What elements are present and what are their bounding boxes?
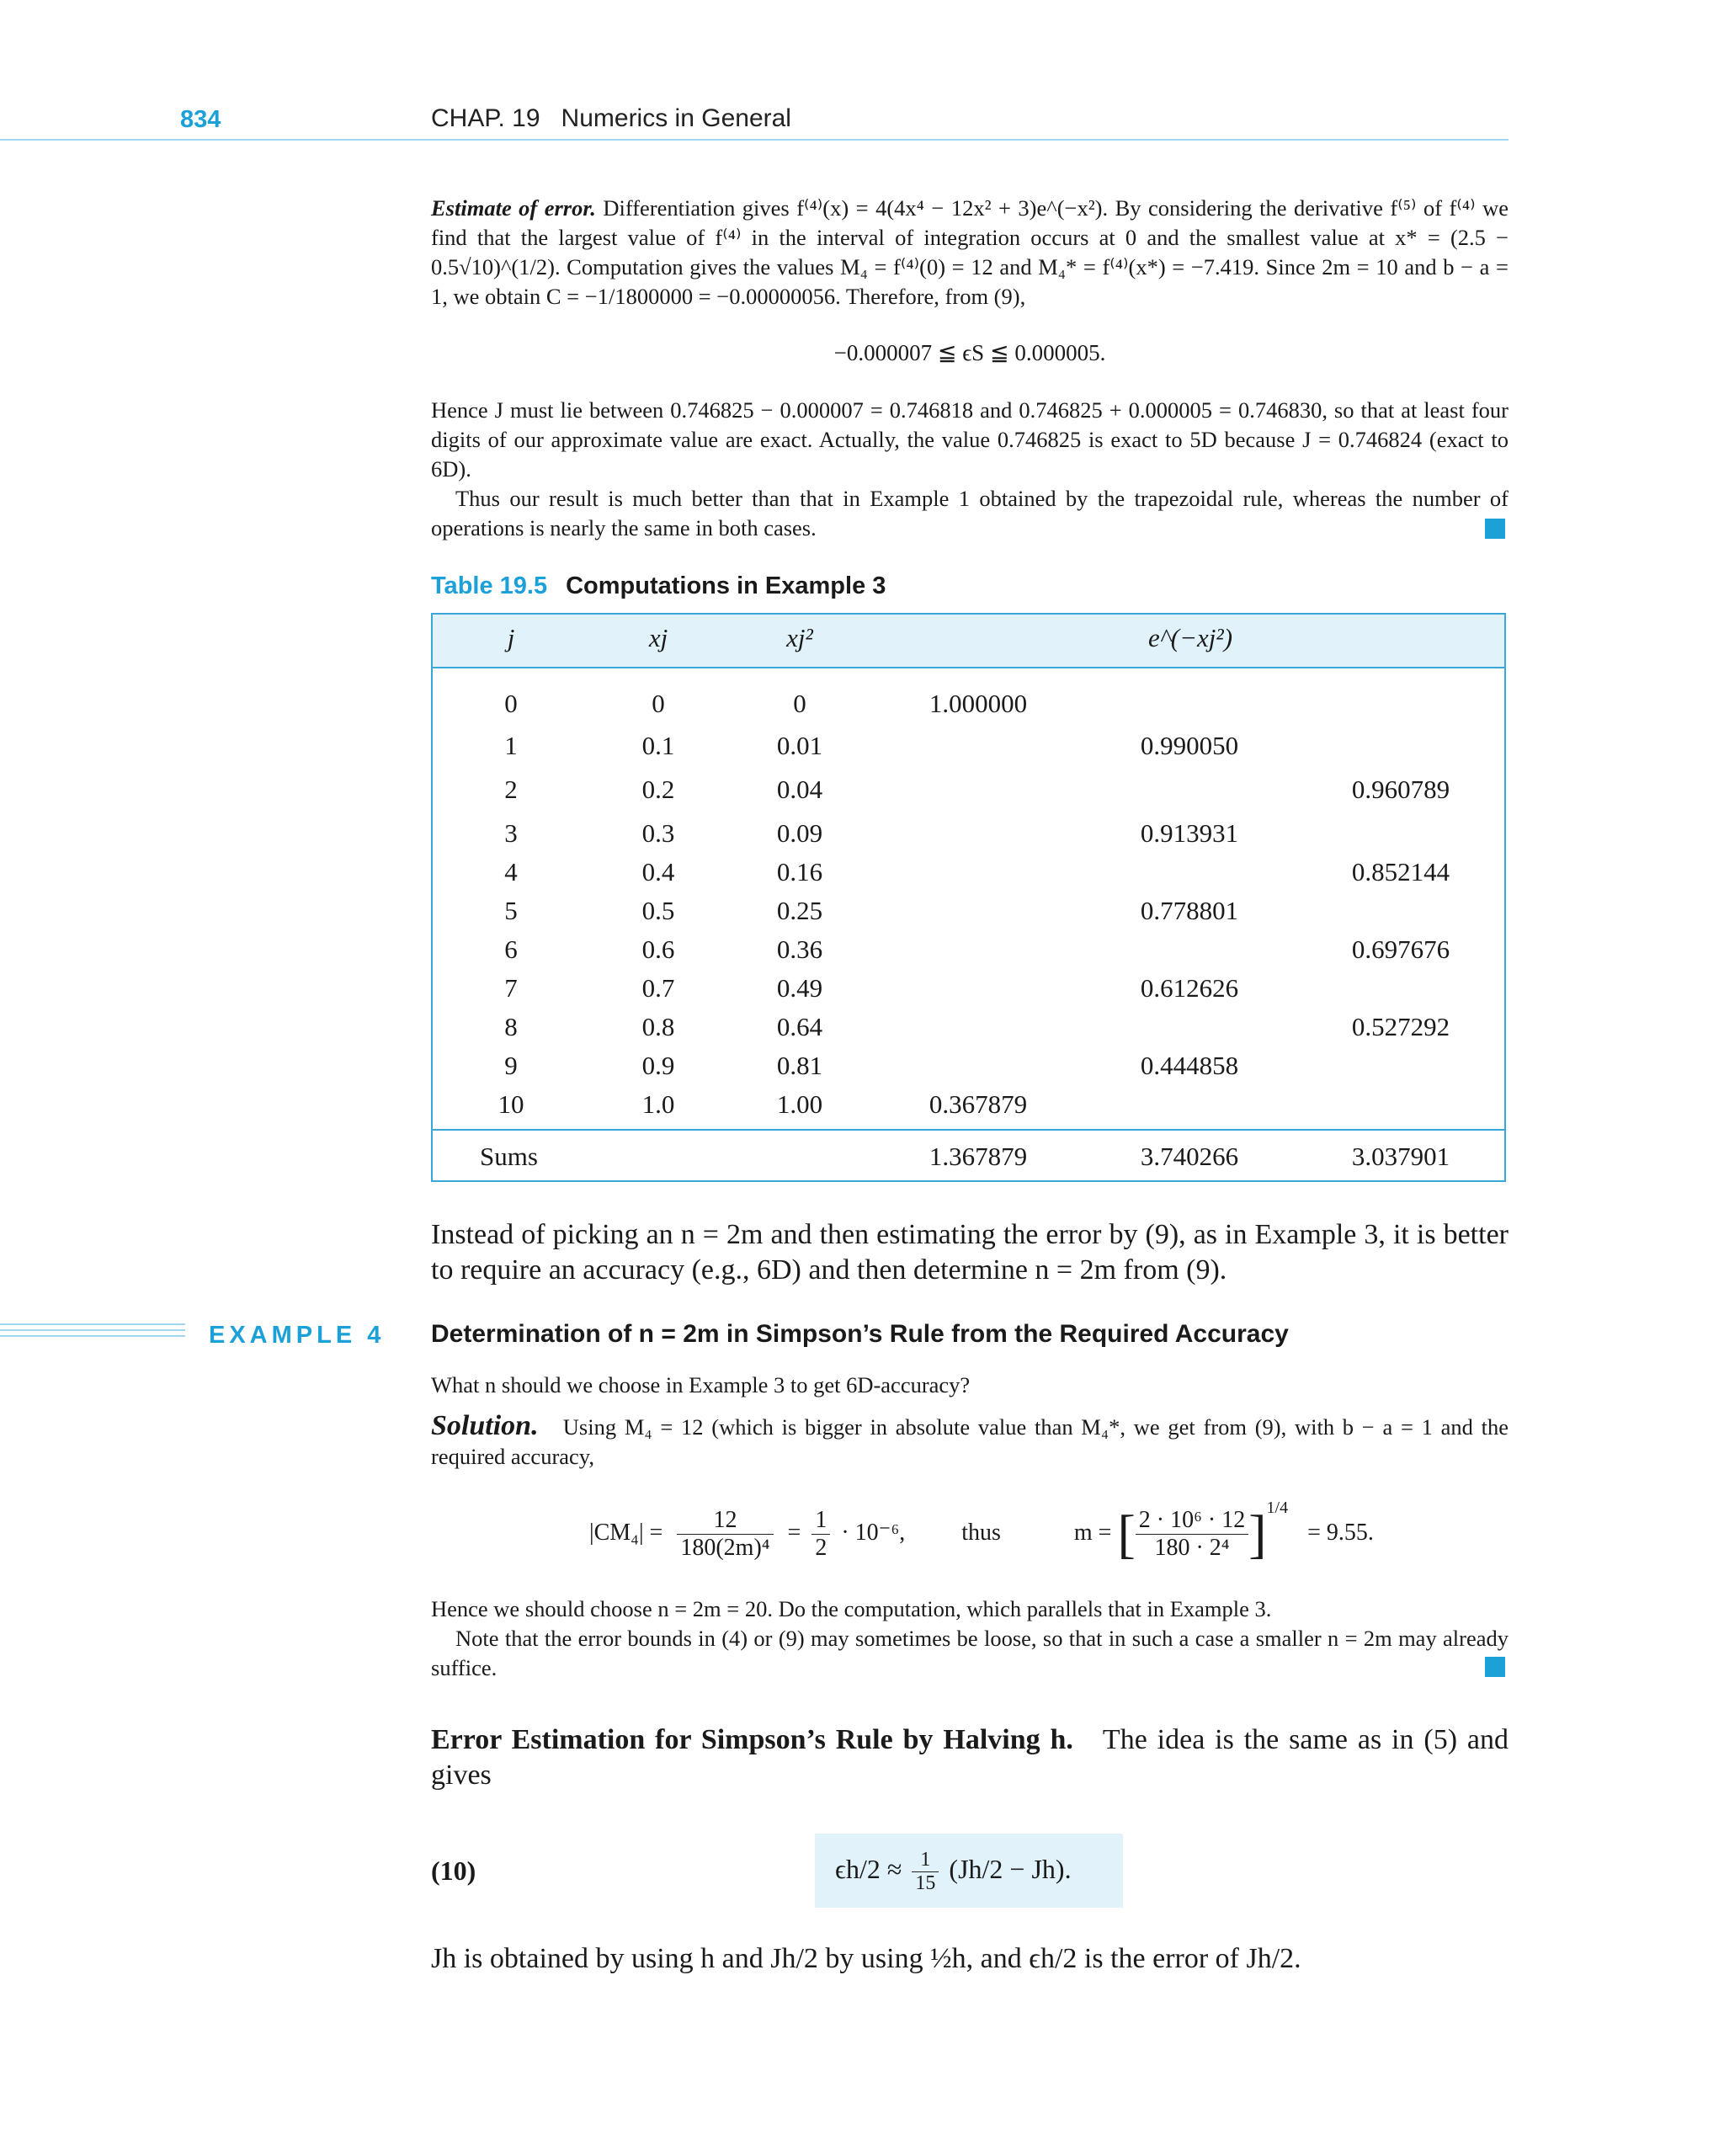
cell-odd: 0.444858 bbox=[1140, 1051, 1239, 1080]
cell-j: 7 bbox=[504, 973, 518, 1003]
cell-x: 0.4 bbox=[641, 857, 675, 886]
cell-j: 9 bbox=[504, 1051, 518, 1080]
right-bracket: ] bbox=[1248, 1504, 1267, 1564]
instead-paragraph: Instead of picking an n = 2m and then estimating the error by (9), as in Example 3, it is better to require an accuracy (e.g., 6D) and then determine n = 2m from (9). bbox=[431, 1219, 1508, 1286]
sum-odd: 3.740266 bbox=[1140, 1142, 1239, 1171]
cell-j: 5 bbox=[504, 896, 518, 925]
cell-x2: 0.01 bbox=[776, 731, 823, 760]
halving-equation bbox=[835, 1849, 1072, 1895]
cell-x: 0.6 bbox=[641, 934, 675, 964]
error-estimate-text bbox=[431, 194, 1508, 311]
cell-x2: 0.64 bbox=[776, 1012, 823, 1041]
eq-lhs: |CM₄| = bbox=[589, 1520, 663, 1546]
halving-eq-fraction: $\frac{1}{15}$ bbox=[912, 1849, 939, 1895]
eq-fraction-1: $\frac{12}{\text{180(2m)⁴}}$ bbox=[677, 1507, 773, 1562]
cell-x: 0.1 bbox=[641, 731, 675, 760]
cell-x: 0.2 bbox=[641, 775, 675, 804]
error-estimate-heading: Estimate of error. bbox=[431, 195, 596, 221]
cell-j: 8 bbox=[504, 1012, 518, 1041]
error-line-1: Differentiation gives f⁽⁴⁾(x) = 4(4x⁴ − 12x² + 3)e^(−x²). By considering the derivative f⁽⁵⁾ bbox=[603, 195, 1417, 221]
header-rule bbox=[0, 139, 1508, 141]
cell-x: 0 bbox=[652, 689, 665, 718]
example-decoration bbox=[0, 1323, 185, 1341]
eq-m: m = bbox=[1073, 1520, 1112, 1546]
cell-even: 0.697676 bbox=[1351, 934, 1450, 964]
halving-heading: Error Estimation for Simpson’s Rule by Halving h. bbox=[431, 1724, 1073, 1755]
table-title: Computations in Example 3 bbox=[566, 572, 886, 599]
header-j: j bbox=[507, 623, 515, 652]
sums-label: Sums bbox=[480, 1142, 538, 1171]
cell-x2: 0.04 bbox=[776, 775, 823, 804]
cell-x: 0.8 bbox=[641, 1012, 675, 1041]
cell-j: 0 bbox=[504, 689, 518, 718]
cell-j: 3 bbox=[504, 818, 518, 848]
cell-x: 0.3 bbox=[641, 818, 675, 848]
cell-odd: 0.990050 bbox=[1140, 731, 1239, 760]
cell-x2: 0.16 bbox=[776, 857, 823, 886]
cell-x2: 1.00 bbox=[776, 1089, 823, 1119]
cell-x2: 0.09 bbox=[776, 818, 823, 848]
error-line-4: 2m = 10 and b − a = 1, we obtain C = −1/1800000 = −0.00000056. Therefore, from (9), bbox=[431, 254, 1508, 309]
error-line-3: x* = (2.5 − 0.5√10)^(1/2). Computation gives the values M₄ = f⁽⁴⁾(0) = 12 and M₄* = f⁽⁴⁾(x*) = −7.419. Since bbox=[431, 225, 1509, 279]
cell-x: 0.9 bbox=[641, 1051, 675, 1080]
cell-j: 1 bbox=[504, 731, 518, 760]
chapter-number: CHAP. 19 bbox=[431, 104, 540, 132]
cell-even: 0.852144 bbox=[1351, 857, 1450, 886]
example-hence: Hence we should choose n = 2m = 20. Do the computation, which parallels that in Example 3. bbox=[431, 1596, 1272, 1621]
example-title: Determination of n = 2m in Simpson’s Rule from the Required Accuracy bbox=[431, 1320, 1289, 1348]
cell-x: 0.5 bbox=[641, 896, 675, 925]
cell-even: 0.527292 bbox=[1351, 1012, 1450, 1041]
cell-x2: 0.49 bbox=[776, 973, 823, 1003]
final-sentence: Jh is obtained by using h and Jh/2 by using ½h, and ϵh/2 is the error of Jh/2. bbox=[431, 1943, 1301, 1974]
cell-j: 10 bbox=[498, 1089, 524, 1119]
table-caption bbox=[431, 572, 886, 600]
cell-endpoint: 1.000000 bbox=[929, 689, 1028, 718]
example-note: Note that the error bounds in (4) or (9) may sometimes be loose, so that in such a case a smaller n = 2m may already suffice. bbox=[431, 1626, 1508, 1680]
halving-text: The idea is the same as in (5) and gives bbox=[431, 1724, 1508, 1791]
equation-number: (10) bbox=[431, 1855, 476, 1886]
error-line-2: of f⁽⁴⁾ we find that the largest value of f⁽⁴⁾ in the interval of integration occurs at 0 and the smallest value at bbox=[431, 195, 1509, 250]
end-of-example-marker bbox=[1485, 519, 1505, 539]
cell-x: 0.7 bbox=[641, 973, 675, 1003]
cell-even: 0.960789 bbox=[1351, 775, 1450, 804]
example-conclusion bbox=[431, 1594, 1508, 1683]
eq-thus: thus bbox=[961, 1520, 1001, 1546]
cell-j: 6 bbox=[504, 934, 518, 964]
solution-text: Using M₄ = 12 (which is bigger in absolute value than M₄*, we get from (9), with b − a = 1 and the required accuracy, bbox=[431, 1414, 1509, 1469]
running-header bbox=[431, 104, 791, 133]
cell-j: 4 bbox=[504, 857, 518, 886]
cell-x2: 0 bbox=[793, 689, 806, 718]
left-bracket: [ bbox=[1117, 1504, 1136, 1564]
hence-text: Hence J must lie between 0.746825 − 0.000007 = 0.746818 and 0.746825 + 0.000005 = 0.746830, so that at least four digits of our approximate value are exact. Actually, the value 0.746825 is exact to 5D because J = 0.746824 (exact to 6D). bbox=[431, 397, 1508, 482]
header-exp: e^(−xj²) bbox=[1147, 623, 1233, 652]
example-question: What n should we choose in Example 3 to get 6D-accuracy? bbox=[431, 1372, 971, 1397]
error-estimate-paragraph bbox=[431, 194, 1508, 311]
sum-endpoints: 1.367879 bbox=[929, 1142, 1028, 1171]
eq-power: 1/4 bbox=[1266, 1499, 1289, 1517]
eq-fraction-2: $\frac{1}{2}$ bbox=[811, 1507, 830, 1562]
solution-label: Solution. bbox=[431, 1410, 539, 1441]
table-number: Table 19.5 bbox=[431, 572, 548, 599]
cell-odd: 0.913931 bbox=[1140, 818, 1239, 848]
eq-tail: · 10⁻⁶, bbox=[841, 1520, 906, 1546]
cell-x2: 0.36 bbox=[776, 934, 823, 964]
hence-paragraph bbox=[431, 396, 1508, 543]
error-inequality: −0.000007 ≦ ϵS ≦ 0.000005. bbox=[833, 340, 1106, 365]
end-of-example-marker-2 bbox=[1485, 1657, 1505, 1677]
eq-result: = 9.55. bbox=[1307, 1520, 1374, 1546]
cell-odd: 0.778801 bbox=[1140, 896, 1239, 925]
cell-endpoint: 0.367879 bbox=[929, 1089, 1028, 1119]
cell-x: 1.0 bbox=[641, 1089, 675, 1119]
sum-even: 3.037901 bbox=[1351, 1142, 1450, 1171]
halving-paragraph bbox=[431, 1722, 1508, 1793]
accuracy-equation bbox=[589, 1499, 1374, 1566]
solution-paragraph bbox=[431, 1411, 1508, 1472]
page-number: 834 bbox=[180, 106, 221, 133]
header-xj: xj bbox=[648, 623, 668, 652]
cell-x2: 0.25 bbox=[776, 896, 823, 925]
halving-eq-rhs: (Jh/2 − Jh). bbox=[949, 1853, 1072, 1884]
cell-x2: 0.81 bbox=[776, 1051, 823, 1080]
header-xj-squared: xj² bbox=[786, 623, 813, 652]
example-label: EXAMPLE 4 bbox=[209, 1322, 386, 1349]
eq-equals: = bbox=[787, 1520, 801, 1546]
cell-j: 2 bbox=[504, 775, 518, 804]
halving-eq-lhs: ϵh/2 ≈ bbox=[835, 1853, 902, 1884]
table-sums-rule bbox=[433, 1129, 1504, 1131]
chapter-title: Numerics in General bbox=[561, 104, 791, 132]
cell-odd: 0.612626 bbox=[1140, 973, 1239, 1003]
thus-text: Thus our result is much better than that in Example 1 obtained by the trapezoidal rule, whereas the number of operations is nearly the same in both cases. bbox=[431, 486, 1508, 540]
eq-fraction-3: $\frac{\text{2 · 10⁶ · 12}}{\text{180 · 2⁴}}$ bbox=[1136, 1507, 1248, 1562]
